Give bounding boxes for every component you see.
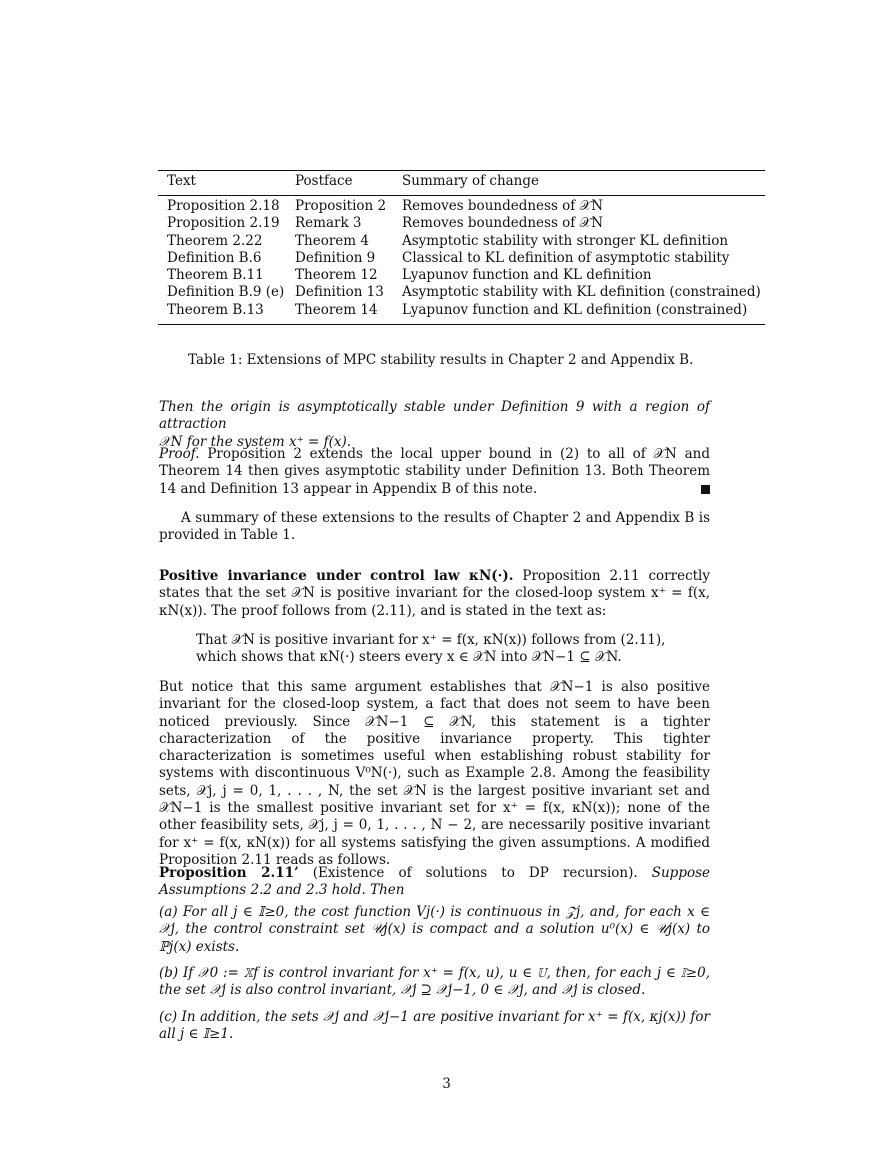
theorem-tail [159, 399, 710, 451]
table-header-text: Text [167, 173, 196, 189]
table-row [158, 198, 761, 215]
positive-invariance-text: Proposition 2.11 correctly states that the set 𝒳N is positive invariant for the closed-loop system x⁺ = f(x, κN(x)). The proof follows from (2.11), and is stated in the text as: [159, 568, 711, 619]
table-cell: Definition B.6 [167, 249, 262, 266]
table-header-postface: Postface [295, 173, 353, 189]
theorem-tail-line2: 𝒳N for the system x⁺ = f(x). [159, 433, 352, 450]
table-cell: Asymptotic stability with KL definition (constrained) [402, 284, 761, 301]
notice-text: But notice that this same argument establishes that 𝒳N−1 is also positive invariant for the closed-loop system, a fact that does not seem to have been noticed previously. Since 𝒳N−1 ⊆ 𝒳N, this statement is a tighter characterization of the positive invariance property. This tighter characterization is sometimes useful when establishing robust stability for systems with discontinuous V⁰N(·), such as Example 2.8. Among the feasibility sets, 𝒳j, j = 0, 1, . . . , N, the set 𝒳N is the largest positive invariant set and 𝒳N−1 is the smallest positive invariant set for x⁺ = f(x, κN(x)); none of the other feasibility sets, 𝒳j, j = 0, 1, . . . , N − 2, are necessarily positive invariant for x⁺ = f(x, κN(x)) for all systems satisfying the given assumptions. A modified Proposition 2.11 reads as follows. [159, 679, 710, 868]
proposition-intro: Suppose Assumptions 2.2 and 2.3 hold. Then [159, 865, 711, 899]
table-cell: Theorem 14 [295, 301, 378, 318]
quote-line1: That 𝒳N is positive invariant for x⁺ = f(x, κN(x)) follows from (2.11), [196, 632, 666, 648]
proposition-item-c: (c) In addition, the sets 𝒳j and 𝒳j−1 are positive invariant for x⁺ = f(x, κj(x)) for all j ∈ 𝕀≥1. [159, 1009, 710, 1043]
proposition-label: Proposition 2.11’ [159, 865, 299, 881]
table-cell: Asymptotic stability with stronger KL definition [402, 232, 729, 249]
table-cell: Definition 9 [295, 249, 376, 266]
table-top-rule [158, 170, 765, 171]
table-row [158, 250, 761, 267]
proposition-title: (Existence of solutions to DP recursion). [312, 865, 638, 881]
table-cell: Definition 13 [295, 284, 384, 301]
table-header-row [158, 173, 539, 190]
table-cell: Removes boundedness of 𝒳N [402, 198, 604, 214]
table-cell: Theorem B.11 [167, 267, 264, 284]
table-row [158, 233, 761, 250]
proof-label: Proof. [159, 446, 200, 462]
qed-icon [701, 485, 710, 494]
table-row [158, 215, 761, 232]
proposition-item-b: (b) If 𝒳0 := 𝕏f is control invariant for x⁺ = f(x, u), u ∈ 𝕌, then, for each j ∈ 𝕀≥0, the set 𝒳j is also control invariant, 𝒳j ⊇ 𝒳j−1, 0 ∈ 𝒳j, and 𝒳j is closed. [159, 965, 710, 999]
table-cell: Proposition 2.18 [167, 198, 280, 214]
table-row [158, 284, 761, 301]
positive-invariance-heading: Positive invariance under control law κN(·). [159, 568, 514, 584]
notice-paragraph [159, 679, 710, 869]
proof-paragraph [159, 446, 710, 498]
table-cell: Theorem B.13 [167, 301, 264, 318]
table-cell: Theorem 12 [295, 267, 378, 284]
theorem-tail-line1: Then the origin is asymptotically stable under Definition 9 with a region of attraction [159, 399, 710, 433]
table-cell: Lyapunov function and KL definition (constrained) [402, 301, 748, 318]
table-cell: Definition B.9 (e) [167, 284, 285, 301]
table-cell: Classical to KL definition of asymptotic stability [402, 249, 730, 266]
proposition-211-header [159, 865, 710, 900]
proof-text: Proposition 2 extends the local upper bound in (2) to all of 𝒳N and Theorem 14 then gives asymptotic stability under Definition 13. Both Theorem 14 and Definition 13 appear in Appendix B of this note. [159, 446, 710, 497]
table-cell: Lyapunov function and KL definition [402, 267, 652, 284]
extensions-table [158, 173, 539, 190]
table-header-summary: Summary of change [402, 173, 540, 189]
table-bottom-rule [158, 324, 765, 325]
table-cell: Theorem 4 [295, 232, 369, 249]
table-cell: Removes boundedness of 𝒳N [402, 215, 604, 232]
table-cell: Remark 3 [295, 215, 362, 232]
positive-invariance-paragraph [159, 568, 710, 620]
page-number: 3 [442, 1076, 451, 1092]
proposition-item-a: (a) For all j ∈ 𝕀≥0, the cost function Vj(·) is continuous in 𝒵j, and, for each x ∈ 𝒳j, the control constraint set 𝒰j(x) is compact and a solution u⁰(x) ∈ 𝒰j(x) to ℙj(x) exists. [159, 904, 710, 955]
table-cell: Proposition 2.19 [167, 215, 280, 232]
table-row [158, 302, 761, 319]
quoted-text [196, 632, 696, 667]
summary-paragraph [159, 510, 710, 545]
quote-line2: which shows that κN(·) steers every x ∈ 𝒳N into 𝒳N−1 ⊆ 𝒳N. [196, 649, 622, 666]
table-cell: Proposition 2 [295, 198, 387, 214]
table-mid-rule [158, 195, 765, 196]
table-caption: Table 1: Extensions of MPC stability results in Chapter 2 and Appendix B. [188, 352, 694, 368]
summary-text: A summary of these extensions to the results of Chapter 2 and Appendix B is provided in Table 1. [159, 510, 710, 544]
table-cell: Theorem 2.22 [167, 232, 263, 249]
extensions-table-body [158, 198, 761, 319]
table-row [158, 267, 761, 284]
